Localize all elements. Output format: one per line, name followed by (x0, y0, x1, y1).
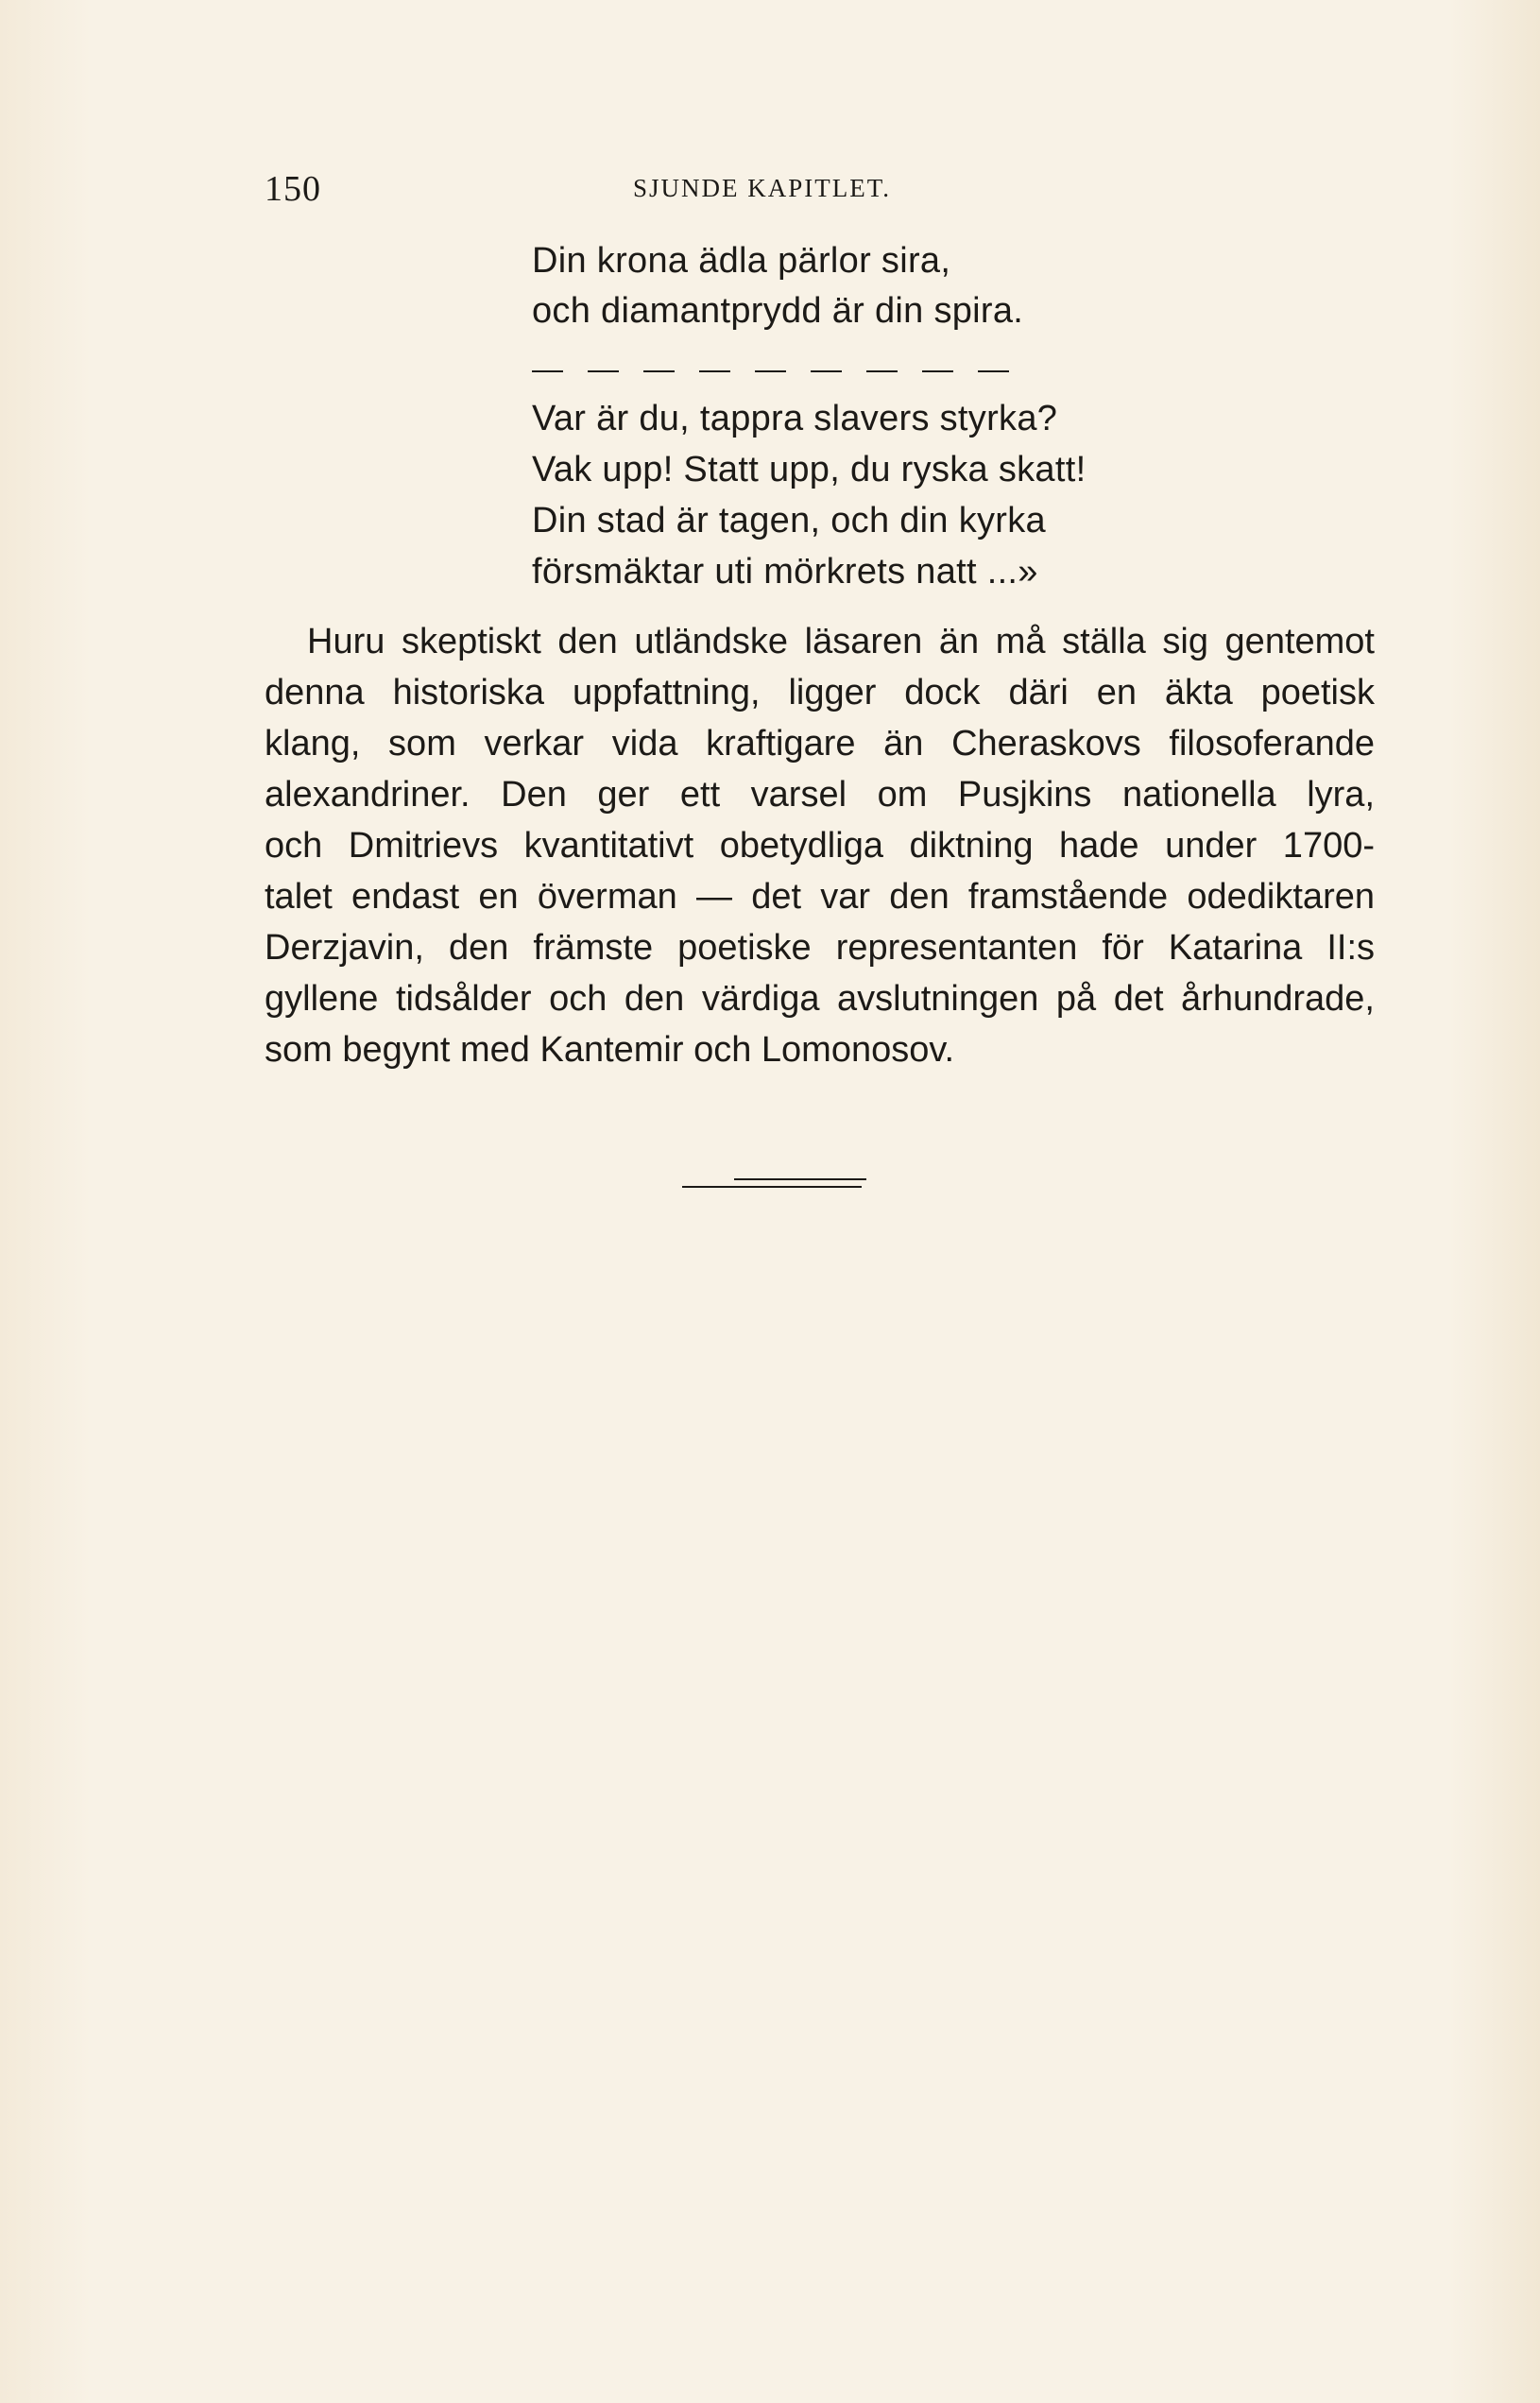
paragraph-line: Derzjavin, den främste poetiske representanten för Katarina II:s (265, 928, 1375, 968)
paragraph-line: gyllene tidsålder och den värdiga avslutningen på det århundrade, (265, 979, 1375, 1019)
verse-line: och diamantprydd är din spira. (532, 291, 1024, 331)
dash (811, 370, 842, 372)
dash (922, 370, 953, 372)
verse-line: försmäktar uti mörkrets natt ...» (532, 552, 1038, 592)
dash (588, 370, 619, 372)
dash (643, 370, 675, 372)
paragraph-line: som begynt med Kantemir och Lomonosov. (265, 1030, 955, 1070)
verse-stanza-1 (532, 236, 1023, 336)
verse-line: Din krona ädla pärlor sira, (532, 241, 951, 281)
dash (532, 370, 563, 372)
paragraph-line: klang, som verkar vida kraftigare än Cheraskovs filosoferande (265, 724, 1375, 764)
paragraph-line: alexandriner. Den ger ett varsel om Pusjkins nationella lyra, (265, 775, 1375, 815)
paragraph-line: talet endast en överman — det var den framstående odediktaren (265, 877, 1375, 917)
verse-ellipsis-dashes (532, 370, 1009, 372)
paragraph-line: Huru skeptiskt den utländske läsaren än må ställa sig gentemot (307, 622, 1375, 661)
rule-line-lower (682, 1186, 862, 1188)
verse-line: Var är du, tappra slavers styrka? (532, 399, 1058, 438)
paragraph-line: och Dmitrievs kvantitativt obetydliga diktning hade under 1700- (265, 826, 1375, 866)
dash (866, 370, 898, 372)
dash (755, 370, 786, 372)
paragraph-line: denna historiska uppfattning, ligger dock däri en äkta poetisk (265, 673, 1375, 712)
running-title: SJUNDE KAPITLET. (633, 174, 891, 202)
page-number: 150 (265, 169, 321, 209)
verse-stanza-2 (532, 393, 1086, 597)
chapter-end-rule (682, 1178, 866, 1188)
dash (699, 370, 730, 372)
dash (978, 370, 1009, 372)
verse-line: Din stad är tagen, och din kyrka (532, 501, 1046, 541)
body-paragraph (265, 616, 1375, 1075)
verse-line: Vak upp! Statt upp, du ryska skatt! (532, 450, 1087, 489)
rule-line-upper (734, 1178, 866, 1180)
page-header (265, 168, 1370, 215)
